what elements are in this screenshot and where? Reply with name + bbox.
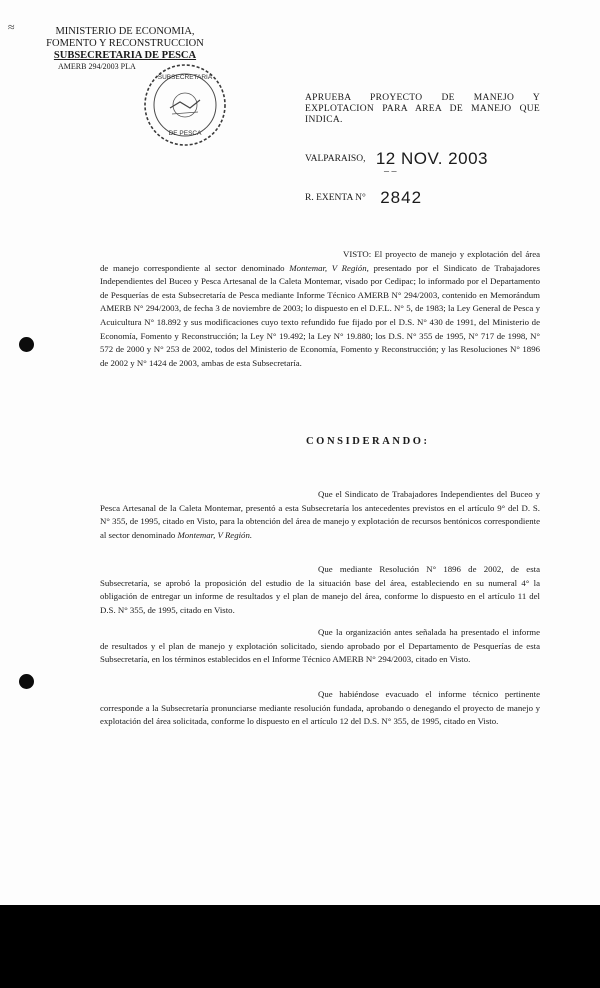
considerando-4-text: Que habiéndose evacuado el informe técnico pertinente corresponde a la Subsecretaría pronunciarse mediante resolución fundada, aprobando o denegando el proyecto de manejo y explotación del área solicitada, conforme lo dispuesto en el artículo 12 del D.S. N° 355, de 1995, citado en Visto.: [100, 689, 540, 727]
considerando-2-text: Que mediante Resolución N° 1896 de 2002, de esta Subsecretaría, se aprobó la proposición del estudio de la situación base del área, estableciendo en su numeral 4° la obligación de entregar un informe de resultados y el plan de manejo del área, conforme lo dispuesto en el artículo 11 del D.S. N° 355, de 1995, citado en Visto.: [100, 564, 540, 615]
ministry-name: MINISTERIO DE ECONOMIA,: [55, 26, 195, 37]
corner-mark: ≈: [8, 20, 15, 34]
stamp-text-top: SUBSECRETARIA: [157, 74, 213, 81]
considerando-paragraph-4: [100, 688, 540, 729]
visto-text-b: presentado por el Sindicato de Trabajadores Independientes del Buceo y Pesca Artesanal de la Caleta Montemar, visado por Cedipac; lo informado por el Departamento de Pesquerías de esta Subsecretaría de Pesca mediante Informe Técnico AMERB N° 294/2003, contenido en Memorándum AMERB N° 294/2003, de fecha 3 de noviembre de 2003; lo dispuesto en el D.F.L. N° 5, de 1983; la Ley General de Pesca y Acuicultura N° 18.892 y sus modificaciones cuyo texto refundido fue fijado por el D.S. N° 430 de 1991, del Ministerio de Economía, Fomento y Reconstrucción; la Ley N° 19.492; la Ley N° 19.880; los D.S. N° 355 de 1995, N° 717 de 1998, N° 572 de 2000 y N° 253 de 2002, todos del Ministerio de Economía, Fomento y Reconstrucción; y las Resoluciones N° 1896 de 2002 y N° 1424 de 2003, ambas de esta Subsecretaría.: [100, 262, 540, 368]
considerando-paragraph-1: [100, 488, 540, 542]
visto-paragraph: [100, 248, 540, 370]
separator-mark: – –: [384, 166, 397, 177]
undersecretariat-name: SUBSECRETARIA DE PESCA: [53, 50, 197, 61]
scan-border-bottom: [0, 905, 600, 988]
punch-hole-top: [19, 337, 34, 352]
ministry-name-continued: FOMENTO Y RECONSTRUCCION: [46, 38, 204, 49]
considerando-paragraph-3: [100, 626, 540, 667]
place-label: VALPARAISO,: [305, 154, 366, 164]
considerando-1-text: Que el Sindicato de Trabajadores Independientes del Buceo y Pesca Artesanal de la Caleta Montemar, presentó a esta Subsecretaría los antecedentes previstos en el artículo 9° del D. S. N° 355, de 1995, citado en Visto, para la obtención del área de manejo y explotación de recursos bentónicos correspondiente al sector denominado: [100, 489, 540, 540]
considerando-1-place: Montemar, V Región.: [177, 529, 253, 540]
resolution-subject: APRUEBA PROYECTO DE MANEJO Y EXPLOTACION PARA AREA DE MANEJO QUE INDICA.: [305, 93, 540, 125]
exenta-label: R. EXENTA N°: [305, 193, 366, 203]
considerando-heading: CONSIDERANDO:: [306, 436, 430, 447]
punch-hole-bottom: [19, 674, 34, 689]
exenta-number: 2842: [380, 188, 423, 207]
visto-place-name: Montemar, V Región,: [289, 262, 369, 273]
date-stamp: 12 NOV. 2003: [375, 149, 489, 168]
stamp-text-bottom: DE PESCA: [168, 130, 202, 137]
visto-label: VISTO:: [343, 249, 372, 259]
official-seal-stamp: [142, 62, 228, 148]
exempt-resolution-number: [305, 188, 422, 208]
considerando-3-text: Que la organización antes señalada ha presentado el informe de resultados y el plan de manejo y explotación solicitado, siendo aprobado por el Departamento de Pesquerías de esta Subsecretaría, en los términos establecidos en el Informe Técnico AMERB N° 294/2003, citado en Visto.: [100, 627, 540, 665]
considerando-paragraph-2: [100, 563, 540, 617]
reference-code: AMERB 294/2003 PLA: [58, 62, 136, 71]
visto-text-a: El proyecto de manejo y explotación del área de manejo correspondiente al sector denominado: [100, 249, 540, 273]
